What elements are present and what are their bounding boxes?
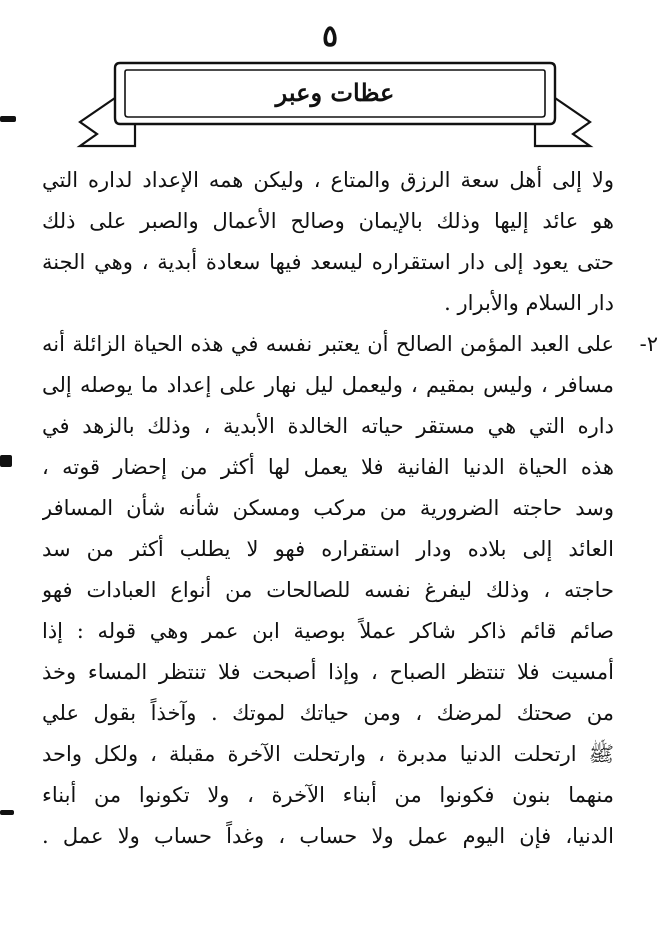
numbered-item [42, 324, 658, 365]
text-line: من صحتك لمرضك ، ومن حياتك لموتك . وآخذاً بقول علي [42, 701, 614, 725]
text-line: وسد حاجته الضرورية من مركب ومسكن شأنه شأن المسافر [42, 496, 614, 520]
text-line: حاجته ، وذلك ليفرغ نفسه للصالحات من أنواع العبادات فهو [42, 578, 614, 602]
text-line: على العبد المؤمن الصالح أن يعتبر نفسه في هذه الحياة الزائلة أنه [42, 332, 614, 356]
chapter-title: عظات وعبر [275, 78, 395, 107]
text-line: أمسيت فلا تنتظر الصباح ، وإذا أصبحت فلا تنتظر المساء وخذ [42, 660, 614, 684]
page-number: ٥ [321, 19, 339, 54]
text-line: داره التي هي مستقر حياته الخالدة الأبدية ، وذلك بالزهد في [42, 414, 614, 438]
scan-mark [0, 455, 12, 467]
text-line: الدنيا، فإن اليوم عمل ولا حساب ، وغداً حساب ولا عمل . [42, 824, 614, 848]
text-line: العائد إلى بلاده ودار استقراره فهو لا يطلب أكثر من سد [42, 537, 614, 561]
text-line: ﷺ ارتحلت الدنيا مدبرة ، وارتحلت الآخرة مقبلة ، ولكل واحد [42, 742, 614, 766]
text-line: صائم قائم ذاكر شاكر عملاً بوصية ابن عمر وهي قوله : إذا [42, 619, 614, 643]
text-line: حتى يعود إلى دار استقراره ليسعد فيها سعادة أبدية ، وهي الجنة [42, 250, 614, 274]
text-line: هذه الحياة الدنيا الفانية فلا يعمل لها أكثر من إحضار قوته ، [42, 455, 614, 479]
item-number: ٢- [639, 332, 658, 356]
scan-mark [0, 810, 14, 815]
text-line: منهما بنون فكونوا من أبناء الآخرة ، ولا تكونوا من أبناء [42, 783, 614, 807]
text-line: هو عائد إليها وذلك بالإيمان وصالح الأعمال والصبر على ذلك [42, 209, 614, 233]
text-line: ولا إلى أهل سعة الرزق والمتاع ، وليكن همه الإعداد لداره التي [42, 168, 614, 192]
text-line: دار السلام والأبرار . [444, 291, 614, 315]
header-banner [75, 60, 595, 150]
text-line: مسافر ، وليس بمقيم ، وليعمل ليل نهار على إعداد ما يوصله إلى [42, 373, 614, 397]
scan-mark [0, 116, 16, 122]
body-text [42, 160, 658, 857]
